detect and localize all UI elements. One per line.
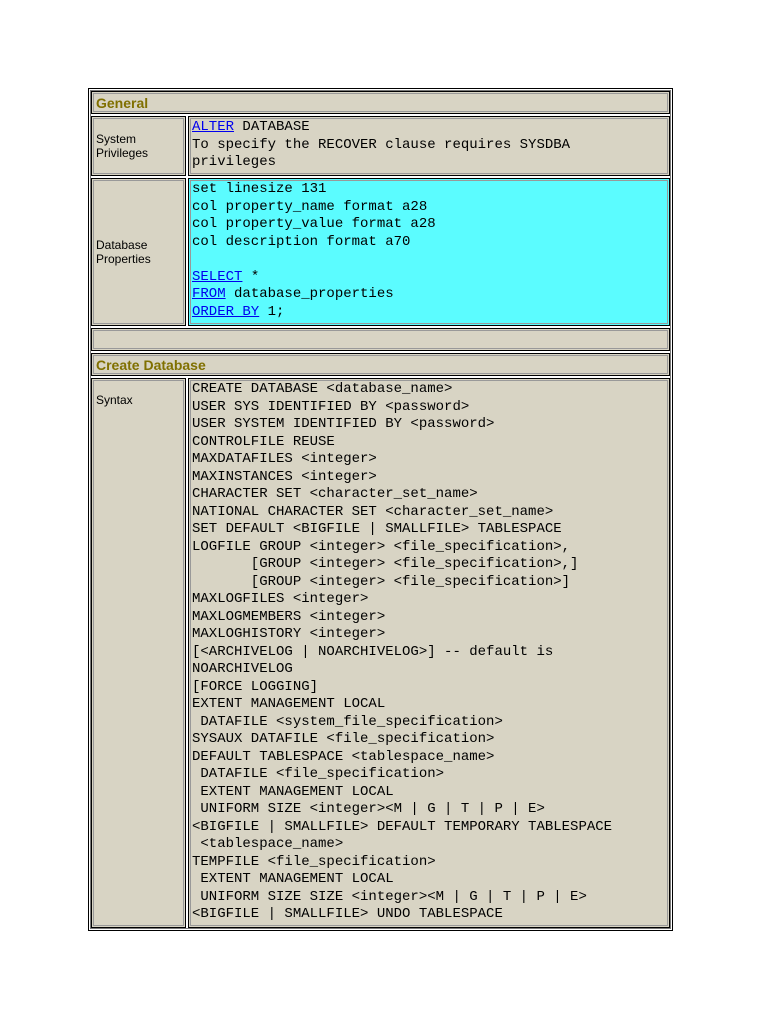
syntax-line: <BIGFILE | SMALLFILE> DEFAULT TEMPORARY TABLESPACE <box>192 818 613 835</box>
syntax-line: NOARCHIVELOG <box>192 661 293 677</box>
database-properties-code <box>188 178 670 326</box>
code-line: col description format a70 <box>192 233 411 250</box>
syntax-line: [GROUP <integer> <file_specification>,] <box>192 556 579 572</box>
syntax-line: UNIFORM SIZE SIZE <integer><M | G | T | P | E> <box>192 888 587 905</box>
order-by-link[interactable]: ORDER BY <box>192 303 260 320</box>
from-link[interactable]: FROM <box>192 286 226 302</box>
database-properties-row <box>91 178 670 326</box>
alter-link[interactable]: ALTER <box>192 119 235 135</box>
syntax-row <box>91 378 670 928</box>
syntax-line: CONTROLFILE REUSE <box>192 433 335 450</box>
syntax-line: DEFAULT TABLESPACE <tablespace_name> <box>192 748 495 765</box>
code-text: 1; <box>259 303 285 320</box>
syntax-line: SET DEFAULT <BIGFILE | SMALLFILE> TABLESPACE <box>192 521 562 537</box>
syntax-line: EXTENT MANAGEMENT LOCAL <box>192 871 394 887</box>
syntax-line: LOGFILE GROUP <integer> <file_specification>, <box>192 538 571 555</box>
syntax-line: MAXLOGMEMBERS <integer> <box>192 608 386 625</box>
empty-spacer-cell <box>91 328 670 351</box>
syntax-line: NATIONAL CHARACTER SET <character_set_name> <box>192 503 554 520</box>
reference-table <box>88 88 673 931</box>
syntax-line: MAXDATAFILES <integer> <box>192 451 377 467</box>
syntax-line: EXTENT MANAGEMENT LOCAL <box>192 696 386 712</box>
syntax-line: USER SYS IDENTIFIED BY <password> <box>192 398 470 415</box>
alter-rest-text: DATABASE <box>234 119 310 135</box>
code-line: set linesize 131 <box>192 181 327 197</box>
syntax-label: Syntax <box>91 378 186 928</box>
syntax-line: <BIGFILE | SMALLFILE> UNDO TABLESPACE <box>192 906 503 922</box>
system-privileges-label: System Privileges <box>91 116 186 176</box>
syntax-line: EXTENT MANAGEMENT LOCAL <box>192 783 394 800</box>
syntax-line: SYSAUX DATAFILE <file_specification> <box>192 731 495 747</box>
code-text: database_properties <box>225 286 394 302</box>
section-header-create-database: Create Database <box>91 353 670 376</box>
code-line: col property_value format a28 <box>192 216 436 232</box>
database-properties-label: Database Properties <box>91 178 186 326</box>
system-privileges-content <box>188 116 670 176</box>
syntax-line: CHARACTER SET <character_set_name> <box>192 486 478 502</box>
general-header-row <box>91 91 670 114</box>
syntax-line: MAXLOGFILES <integer> <box>192 591 369 607</box>
syntax-line: DATAFILE <file_specification> <box>192 766 445 782</box>
syntax-code <box>188 378 670 928</box>
syntax-line: MAXLOGHISTORY <integer> <box>192 626 386 642</box>
select-link[interactable]: SELECT <box>192 268 243 285</box>
syntax-line: USER SYSTEM IDENTIFIED BY <password> <box>192 416 495 432</box>
syntax-line: [<ARCHIVELOG | NOARCHIVELOG>] -- default is <box>192 643 554 660</box>
syntax-line: [GROUP <integer> <file_specification>] <box>192 573 571 590</box>
syntax-line: UNIFORM SIZE <integer><M | G | T | P | E> <box>192 801 545 817</box>
system-privileges-row <box>91 116 670 176</box>
privileges-line-3: privileges <box>192 154 277 170</box>
privileges-line-2: To specify the RECOVER clause requires SYSDBA <box>192 136 571 153</box>
section-header-general: General <box>91 91 670 114</box>
syntax-line: CREATE DATABASE <database_name> <box>192 381 453 397</box>
create-database-header-row <box>91 353 670 376</box>
syntax-line: MAXINSTANCES <integer> <box>192 468 377 485</box>
code-line: col property_name format a28 <box>192 198 428 215</box>
syntax-line: [FORCE LOGGING] <box>192 678 319 695</box>
code-text: * <box>242 268 260 285</box>
syntax-line: TEMPFILE <file_specification> <box>192 853 436 870</box>
syntax-line: DATAFILE <system_file_specification> <box>192 713 503 730</box>
syntax-line: <tablespace_name> <box>192 836 344 852</box>
spacer-row <box>91 328 670 351</box>
